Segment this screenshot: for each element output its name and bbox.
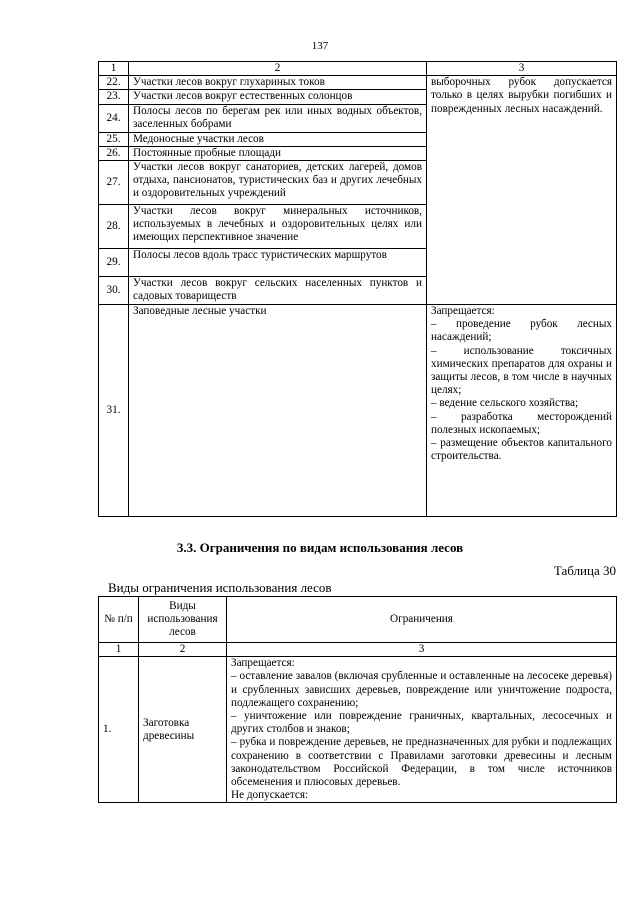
forest-area-name: Участки лесов вокруг минеральных источников, используемых в лечебных и оздоровительных целях или имеющих перспективное значение <box>129 205 427 249</box>
restriction-intro: Запрещается: <box>231 657 295 670</box>
col-number-1: 1 <box>99 62 129 76</box>
row-number: 22. <box>99 76 129 90</box>
column-number-row <box>99 643 617 657</box>
col-number-2: 2 <box>139 643 227 657</box>
use-restrictions <box>227 657 617 803</box>
forest-area-name: Участки лесов вокруг сельских населенных пунктов и садовых товариществ <box>129 277 427 305</box>
forest-area-name: Участки лесов вокруг естественных солонцов <box>129 90 427 104</box>
row-number: 27. <box>99 161 129 205</box>
col-number-3: 3 <box>227 643 617 657</box>
row-number: 31. <box>99 305 129 517</box>
restriction-intro: Запрещается: <box>431 305 495 318</box>
shared-restriction-text: выборочных рубок допускается только в целях вырубки погибших и поврежденных лесных насаждений. <box>427 76 617 305</box>
row-number: 29. <box>99 249 129 277</box>
row-number: 1. <box>99 657 139 803</box>
restriction-item: – уничтожение или повреждение граничных, квартальных, лесосечных и других столбов и знаков; <box>231 710 612 736</box>
restriction-outro: Не допускается: <box>231 789 309 802</box>
restriction-item: – размещение объектов капитального строительства. <box>431 437 612 463</box>
forest-area-name: Полосы лесов по берегам рек или иных водных объектов, заселенных бобрами <box>129 104 427 132</box>
table-header-row <box>99 62 617 76</box>
forest-area-name: Участки лесов вокруг санаториев, детских лагерей, домов отдыха, пансионатов, туристических баз и других лечебных и оздоровительных учреждений <box>129 161 427 205</box>
col-number-1: 1 <box>99 643 139 657</box>
forest-area-name: Участки лесов вокруг глухариных токов <box>129 76 427 90</box>
restrictions-table-continued <box>98 61 617 517</box>
restriction-item: – ведение сельского хозяйства; <box>431 397 579 410</box>
restriction-item: – разработка месторождений полезных ископаемых; <box>431 410 612 436</box>
forest-area-name: Заповедные лесные участки <box>129 305 427 517</box>
row-number: 23. <box>99 90 129 104</box>
forest-area-name: Постоянные пробные площади <box>129 146 427 160</box>
col-number-3: 3 <box>427 62 617 76</box>
table-header-row <box>99 597 617 643</box>
forest-use-restrictions-table <box>98 596 617 803</box>
table-caption: Виды ограничения использования лесов <box>108 580 332 595</box>
restriction-item: – использование токсичных химических препаратов для охраны и защиты лесов, в том числе в научных целях; <box>431 344 612 397</box>
row-number: 25. <box>99 132 129 146</box>
forest-area-name: Медоносные участки лесов <box>129 132 427 146</box>
table-number: Таблица 30 <box>553 563 616 578</box>
table-row <box>99 76 617 90</box>
restriction-item: – рубка и повреждение деревьев, не предназначенных для рубки и подлежащих сохранению в соответствии с Правилами заготовки древесины и лесным законодательством Российской Федерации, в том числе источников обсеменения и плюсовых деревьев. <box>231 736 612 789</box>
row-number: 24. <box>99 104 129 132</box>
page-number: 137 <box>311 40 329 52</box>
header-restrictions: Ограничения <box>227 597 617 643</box>
restriction-item: – проведение рубок лесных насаждений; <box>431 318 612 344</box>
row-number: 30. <box>99 277 129 305</box>
header-number: № п/п <box>99 597 139 643</box>
table-row <box>99 657 617 803</box>
header-use-kind: Виды использования лесов <box>139 597 227 643</box>
forest-area-name: Полосы лесов вдоль трасс туристических маршрутов <box>129 249 427 277</box>
col-number-2: 2 <box>129 62 427 76</box>
row-number: 28. <box>99 205 129 249</box>
restriction-item: – оставление завалов (включая срубленные и оставленные на лесосеке деревья) и срубленных зависших деревьев, повреждение или уничтожение подроста, подлежащего сохранению; <box>231 670 612 709</box>
reserve-restrictions <box>427 305 617 517</box>
row-number: 26. <box>99 146 129 160</box>
section-title: 3.3. Ограничения по видам использования лесов <box>176 540 464 555</box>
table-row <box>99 305 617 517</box>
use-kind: Заготовка древесины <box>139 657 227 803</box>
